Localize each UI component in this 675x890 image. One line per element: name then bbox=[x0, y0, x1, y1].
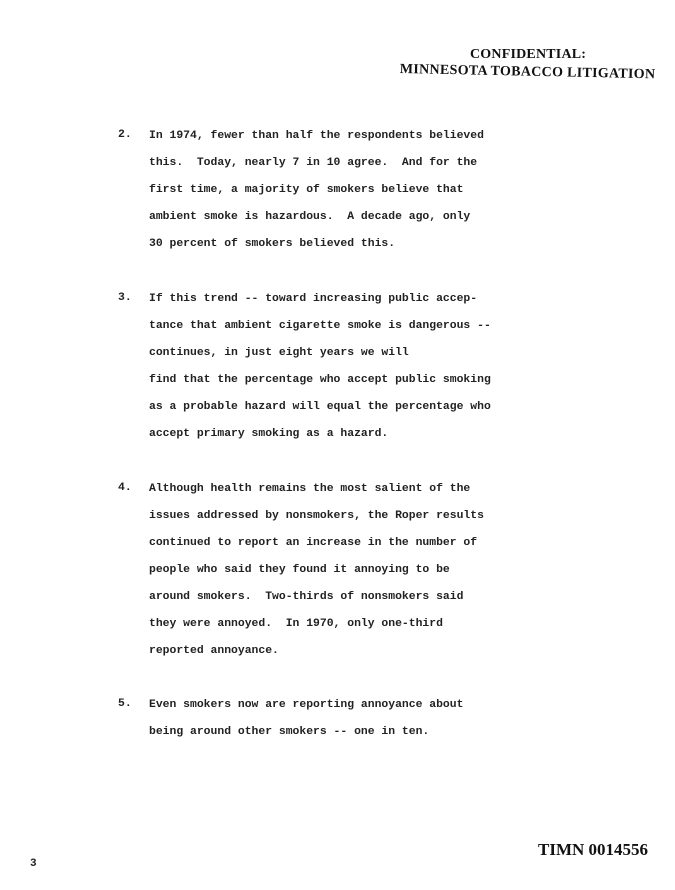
page-number: 3 bbox=[30, 858, 37, 870]
item-line: around smokers. Two-thirds of nonsmokers said bbox=[149, 591, 464, 603]
item-line: Even smokers now are reporting annoyance about bbox=[149, 699, 464, 711]
item-line: issues addressed by nonsmokers, the Roper results bbox=[149, 510, 484, 522]
item-line: tance that ambient cigarette smoke is dangerous -- bbox=[149, 320, 491, 332]
item-number: 4. bbox=[118, 482, 132, 494]
item-line: accept primary smoking as a hazard. bbox=[149, 428, 389, 440]
item-line: find that the percentage who accept public smoking bbox=[149, 374, 491, 386]
item-line: If this trend -- toward increasing public accep- bbox=[149, 293, 478, 305]
item-line: reported annoyance. bbox=[149, 645, 279, 657]
item-line: Although health remains the most salient of the bbox=[149, 483, 471, 495]
item-line: 30 percent of smokers believed this. bbox=[149, 238, 396, 250]
item-line: first time, a majority of smokers believe that bbox=[149, 184, 464, 196]
item-line: people who said they found it annoying to be bbox=[149, 564, 450, 576]
item-line: this. Today, nearly 7 in 10 agree. And for the bbox=[149, 157, 478, 169]
item-number: 3. bbox=[118, 292, 132, 304]
litigation-stamp: MINNESOTA TOBACCO LITIGATION bbox=[399, 62, 656, 83]
item-line: as a probable hazard will equal the percentage who bbox=[149, 401, 491, 413]
item-line: continues, in just eight years we will bbox=[149, 347, 409, 359]
item-line: being around other smokers -- one in ten. bbox=[149, 726, 430, 738]
item-line: In 1974, fewer than half the respondents believed bbox=[149, 130, 484, 142]
item-line: they were annoyed. In 1970, only one-third bbox=[149, 618, 443, 630]
item-number: 2. bbox=[118, 129, 132, 141]
item-number: 5. bbox=[118, 698, 132, 710]
confidential-stamp: CONFIDENTIAL: bbox=[470, 47, 587, 62]
item-line: ambient smoke is hazardous. A decade ago, only bbox=[149, 211, 471, 223]
bates-number: TIMN 0014556 bbox=[538, 840, 649, 859]
item-line: continued to report an increase in the number of bbox=[149, 537, 478, 549]
